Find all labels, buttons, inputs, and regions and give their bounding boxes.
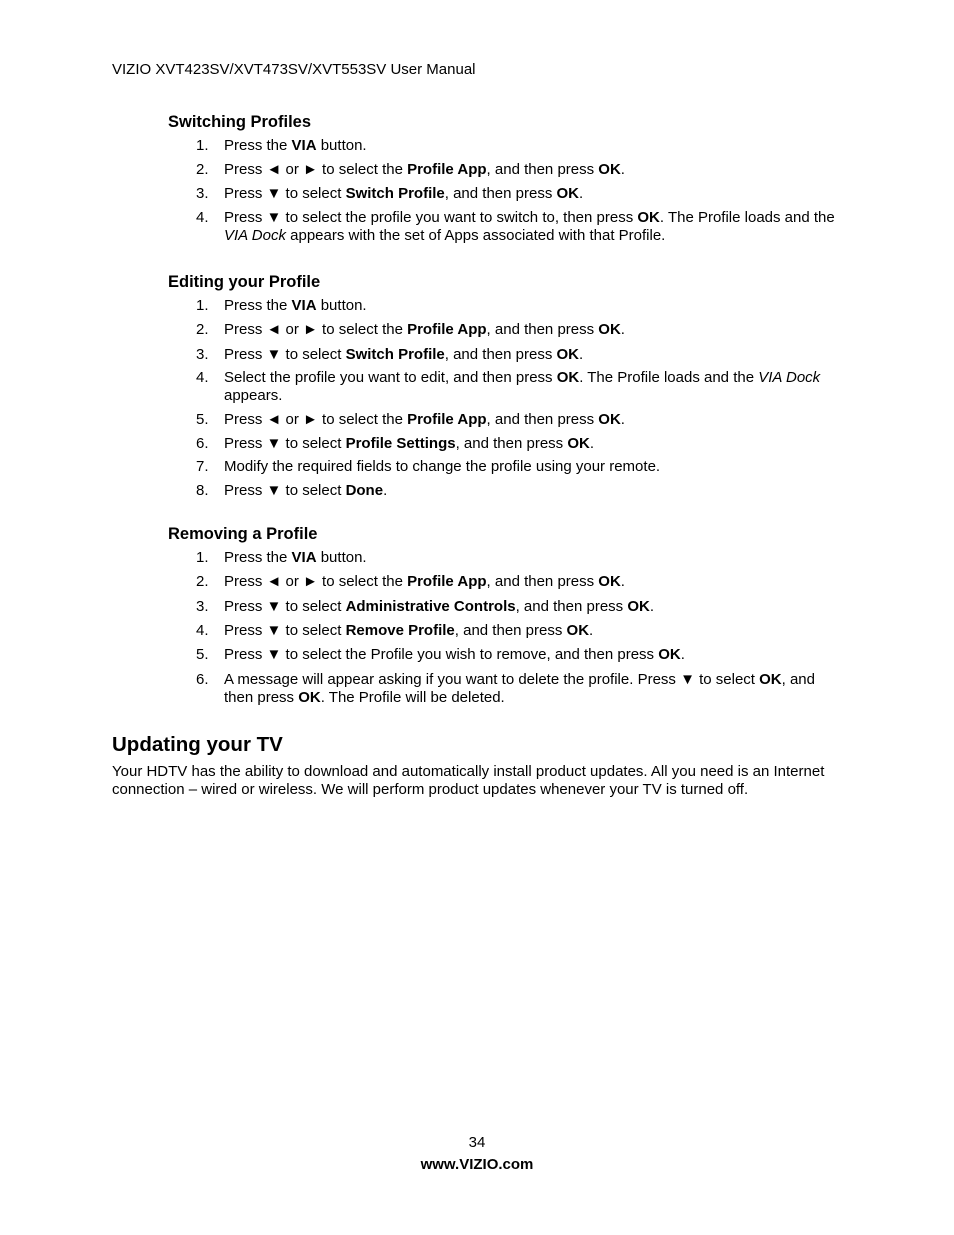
step-text-run: Press ◄ or ► to select the <box>224 161 408 178</box>
step-text-run: , and then press <box>454 622 567 639</box>
step-text-run: . <box>620 161 625 178</box>
step-text-run: Press the <box>224 549 292 566</box>
step-text <box>224 573 846 591</box>
step-text-run: Administrative Controls <box>345 598 516 615</box>
step-text-run: Press ▼ to select <box>224 185 346 202</box>
step-text-run: OK <box>637 209 660 226</box>
step-text <box>224 161 846 179</box>
step-text-run: . <box>589 435 595 452</box>
step-number: 6. <box>196 671 209 688</box>
step-number: 3. <box>196 185 209 202</box>
step-text-run: . <box>620 321 625 338</box>
website-link[interactable]: www.VIZIO.com <box>420 1156 534 1173</box>
step-text-run: Press ▼ to select <box>224 346 346 363</box>
step-text-run: Switch Profile <box>345 185 445 202</box>
step-number: 1. <box>196 297 209 314</box>
step-text-run: OK <box>556 369 580 386</box>
step-text-run: OK <box>556 185 579 202</box>
step-text <box>224 209 846 245</box>
step-text-run: OK <box>567 435 590 452</box>
updating-paragraph: Your HDTV has the ability to download and automatically install product updates. All you need is an Internet connection – wired or wireless. We will perform product updates whenever your TV is turned off. <box>112 763 825 798</box>
step-text-run: . <box>579 185 584 202</box>
step-number: 3. <box>196 346 209 363</box>
step-number: 2. <box>196 573 209 590</box>
step-number: 3. <box>196 598 209 615</box>
step-text-run: , and then press <box>515 598 628 615</box>
step-text-run: OK <box>598 321 621 338</box>
step-text-run: Switch Profile <box>345 346 445 363</box>
step-text <box>224 346 846 364</box>
step-number: 8. <box>196 482 209 499</box>
step-text <box>224 435 846 453</box>
step-text-run: . The Profile loads and the <box>659 209 835 226</box>
step-text <box>224 482 846 500</box>
step-text-run: , and then press <box>486 161 599 178</box>
step-text-run: VIA <box>291 549 317 566</box>
step-text-run: Press ▼ to select <box>224 482 346 499</box>
step-text <box>224 598 846 616</box>
step-number: 4. <box>196 369 209 386</box>
step-text-run: Press ◄ or ► to select the <box>224 411 408 428</box>
step-number: 4. <box>196 209 209 226</box>
step-text-run: , and then press <box>486 411 599 428</box>
step-text-run: OK <box>598 161 621 178</box>
step-number: 2. <box>196 321 209 338</box>
step-text-run: . <box>649 598 655 615</box>
step-text-run: Select the profile you want to edit, and then press <box>224 369 557 386</box>
step-text <box>224 321 846 339</box>
step-text-run: . The Profile loads and the <box>579 369 759 386</box>
step-text <box>224 411 846 429</box>
step-text <box>224 297 846 315</box>
step-number: 6. <box>196 435 209 452</box>
step-text-run: Press the <box>224 137 292 154</box>
step-text-run: . <box>383 482 388 499</box>
step-text-run: button. <box>316 137 367 154</box>
section-title-removing-profile: Removing a Profile <box>168 525 318 543</box>
step-text-run: , and then press <box>224 671 815 706</box>
step-text <box>224 622 846 640</box>
step-text-run: Done <box>345 482 384 499</box>
step-text-run: VIA <box>291 297 317 314</box>
step-text-run: . <box>620 411 625 428</box>
step-text-run: OK <box>759 671 782 688</box>
step-number: 1. <box>196 137 209 154</box>
step-text-run: . <box>579 346 584 363</box>
step-text-run: Press the <box>224 297 292 314</box>
section-title-switching-profiles: Switching Profiles <box>168 113 312 131</box>
step-text-run: Press ▼ to select the profile you want to switch to, then press <box>224 209 638 226</box>
step-text-run: . <box>680 646 685 663</box>
step-text-run: Profile App <box>407 411 487 428</box>
step-text-run: Press ▼ to select <box>224 435 346 452</box>
step-text-run: . <box>589 622 594 639</box>
step-text-run: . The Profile will be deleted. <box>320 689 505 706</box>
step-text-run: Press ▼ to select <box>224 598 346 615</box>
step-text <box>224 549 846 567</box>
step-number: 5. <box>196 411 209 428</box>
step-text <box>224 458 846 476</box>
step-text-run: Profile App <box>407 573 487 590</box>
step-text-run: , and then press <box>444 185 557 202</box>
step-text-run: Profile Settings <box>345 435 456 452</box>
step-text-run: OK <box>556 346 579 363</box>
step-text-run: OK <box>598 411 621 428</box>
step-text-run: Remove Profile <box>345 622 455 639</box>
step-text-run: Press ◄ or ► to select the <box>224 573 408 590</box>
heading-updating-tv: Updating your TV <box>112 733 283 756</box>
step-number: 5. <box>196 646 209 663</box>
step-text-run: OK <box>566 622 590 639</box>
step-text <box>224 185 846 203</box>
step-number: 1. <box>196 549 209 566</box>
step-text-run: OK <box>627 598 650 615</box>
step-text-run: OK <box>298 689 321 706</box>
step-text <box>224 369 846 405</box>
step-text-run: , and then press <box>455 435 568 452</box>
step-text-run: OK <box>658 646 681 663</box>
step-text-run: . <box>620 573 625 590</box>
step-text-run: OK <box>598 573 621 590</box>
step-text-run: appears. <box>224 387 283 404</box>
page-header: VIZIO XVT423SV/XVT473SV/XVT553SV User Manual <box>112 61 476 78</box>
section-title-editing-profile: Editing your Profile <box>168 273 321 291</box>
step-text-run: A message will appear asking if you want to delete the profile. Press ▼ to select <box>224 671 760 688</box>
step-text-run: Press ▼ to select <box>224 622 346 639</box>
step-text-run: , and then press <box>486 573 599 590</box>
step-text-run: Profile App <box>407 321 487 338</box>
step-text-run: , and then press <box>486 321 599 338</box>
step-text-run: VIA Dock <box>224 227 286 244</box>
step-number: 4. <box>196 622 209 639</box>
step-text <box>224 137 846 155</box>
step-text-run: Press ◄ or ► to select the <box>224 321 408 338</box>
step-text-run: Profile App <box>407 161 487 178</box>
step-text-run: button. <box>316 297 367 314</box>
step-text <box>224 671 846 707</box>
step-text-run: VIA Dock <box>758 369 821 386</box>
step-text-run: , and then press <box>444 346 557 363</box>
step-text-run: Press ▼ to select the Profile you wish to remove, and then press <box>224 646 659 663</box>
step-number: 7. <box>196 458 209 475</box>
step-text-run: button. <box>316 549 367 566</box>
step-text-run: Modify the required fields to change the profile using your remote. <box>224 458 661 475</box>
step-text-run: VIA <box>291 137 317 154</box>
step-text <box>224 646 846 664</box>
step-text-run: appears with the set of Apps associated with that Profile. <box>285 227 666 244</box>
page-number: 34 <box>468 1134 486 1151</box>
step-number: 2. <box>196 161 209 178</box>
